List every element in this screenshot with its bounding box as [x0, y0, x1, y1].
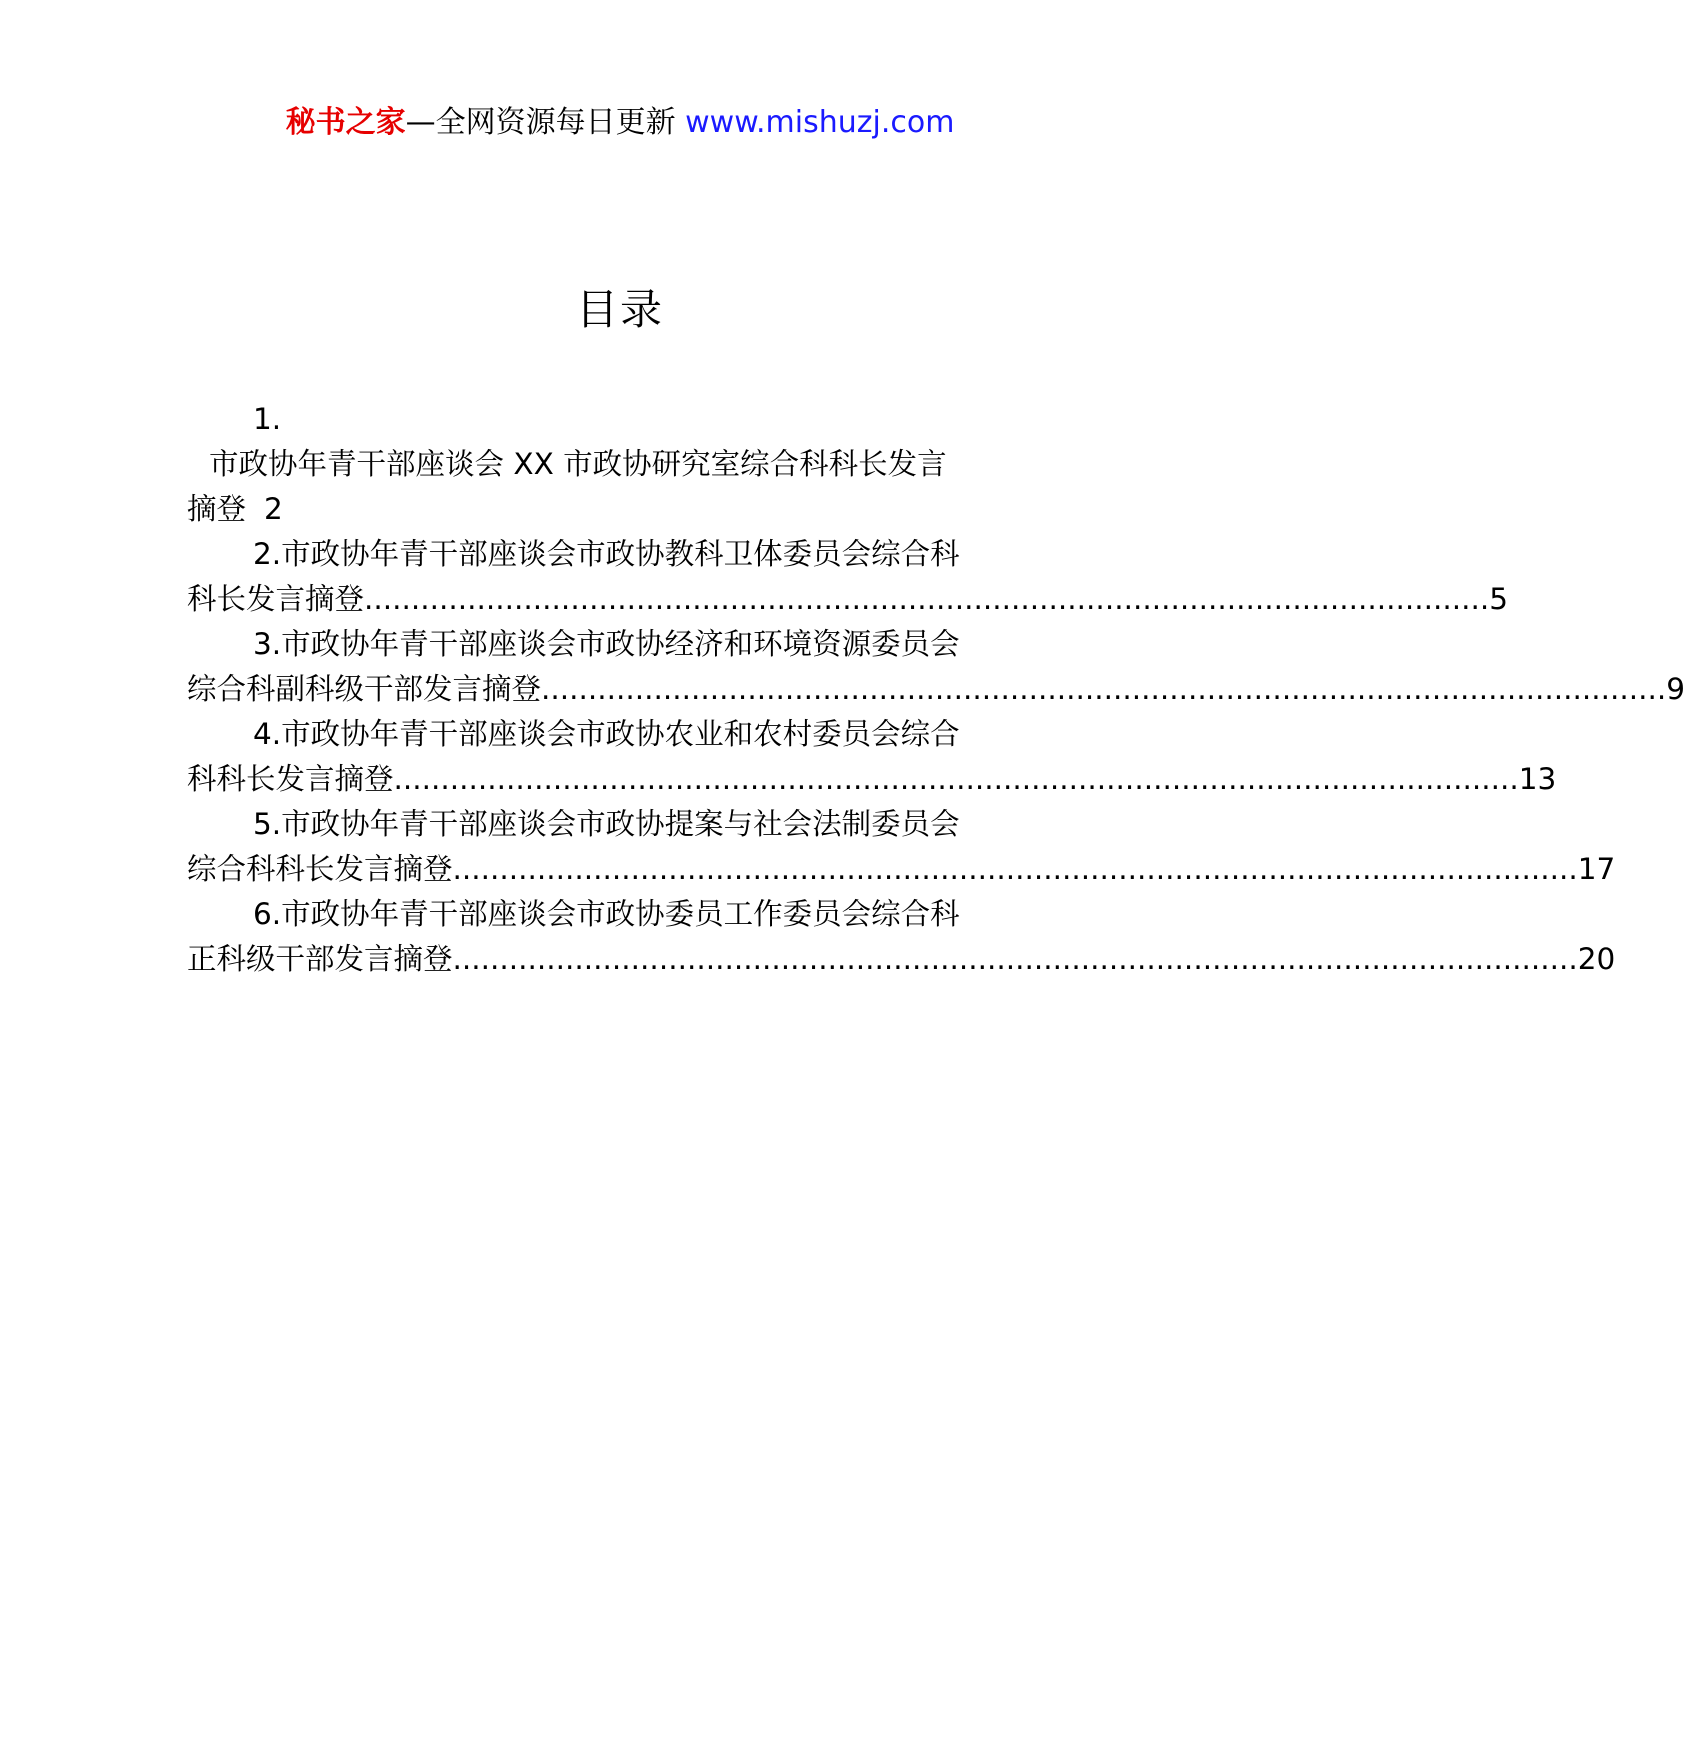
toc-entry-title-tail: 正科级干部发言摘登 [187, 942, 453, 976]
toc-entry-title-line2 [187, 487, 1052, 532]
toc-entry-5[interactable] [187, 802, 1616, 892]
toc-entry-6[interactable] [187, 892, 1616, 982]
toc-entry-title-tail: 科长发言摘登 [187, 582, 365, 616]
toc-entry-title-line2 [187, 847, 1616, 892]
toc-page-number: 17 [1577, 852, 1616, 886]
toc-leader-dots: ........................................................................................................................ [452, 942, 1578, 976]
page-header [0, 100, 1240, 146]
toc-entry-title-line1: 5.市政协年青干部座谈会市政协提案与社会法制委员会 [253, 807, 960, 841]
toc-page-number: 9 [1666, 672, 1685, 706]
toc-entry-title-line1: 3.市政协年青干部座谈会市政协经济和环境资源委员会 [253, 627, 960, 661]
site-url-link[interactable]: www.mishuzj.com [685, 105, 955, 140]
toc-entry-title-line2 [187, 937, 1616, 982]
brand-name: 秘书之家 [285, 105, 406, 140]
toc-entry-title-line1: 市政协年青干部座谈会 XX 市政协研究室综合科科长发言 [209, 447, 947, 481]
header-slogan: —全网资源每日更新 [405, 105, 676, 140]
toc-page-number: 2 [264, 492, 283, 526]
toc-entry-title-tail: 综合科科长发言摘登 [187, 852, 453, 886]
toc-entry-title-tail: 摘登 [187, 492, 247, 526]
toc-entry-1[interactable] [187, 397, 1052, 532]
toc-entry-2[interactable] [187, 532, 1509, 622]
toc-entry-title-tail: 综合科副科级干部发言摘登 [187, 672, 542, 706]
toc-entry-title-line1: 2.市政协年青干部座谈会市政协教科卫体委员会综合科 [253, 537, 960, 571]
toc-leader-dots: ........................................................................................................................ [393, 762, 1519, 796]
toc-entry-title-line2 [187, 667, 1685, 712]
toc-entry-title-line2 [187, 757, 1557, 802]
page-title: 目录 [575, 285, 664, 334]
toc-entry-title-line2 [187, 577, 1509, 622]
toc-page-number: 13 [1518, 762, 1557, 796]
toc-entry-4[interactable] [187, 712, 1557, 802]
toc-leader-dots: ........................................................................................................................ [541, 672, 1667, 706]
toc-entry-3[interactable] [187, 622, 1685, 712]
table-of-contents [187, 397, 1685, 982]
toc-page-number: 5 [1489, 582, 1509, 616]
toc-entry-number: 1. [253, 402, 282, 436]
toc-leader-dots: ........................................................................................................................ [452, 852, 1578, 886]
toc-entry-title-line1: 4.市政协年青干部座谈会市政协农业和农村委员会综合 [253, 717, 960, 751]
toc-leader-dots: ........................................................................................................................ [364, 582, 1490, 616]
toc-page-number: 20 [1577, 942, 1616, 976]
toc-entry-title-line1: 6.市政协年青干部座谈会市政协委员工作委员会综合科 [253, 897, 960, 931]
toc-entry-title-tail: 科科长发言摘登 [187, 762, 394, 796]
